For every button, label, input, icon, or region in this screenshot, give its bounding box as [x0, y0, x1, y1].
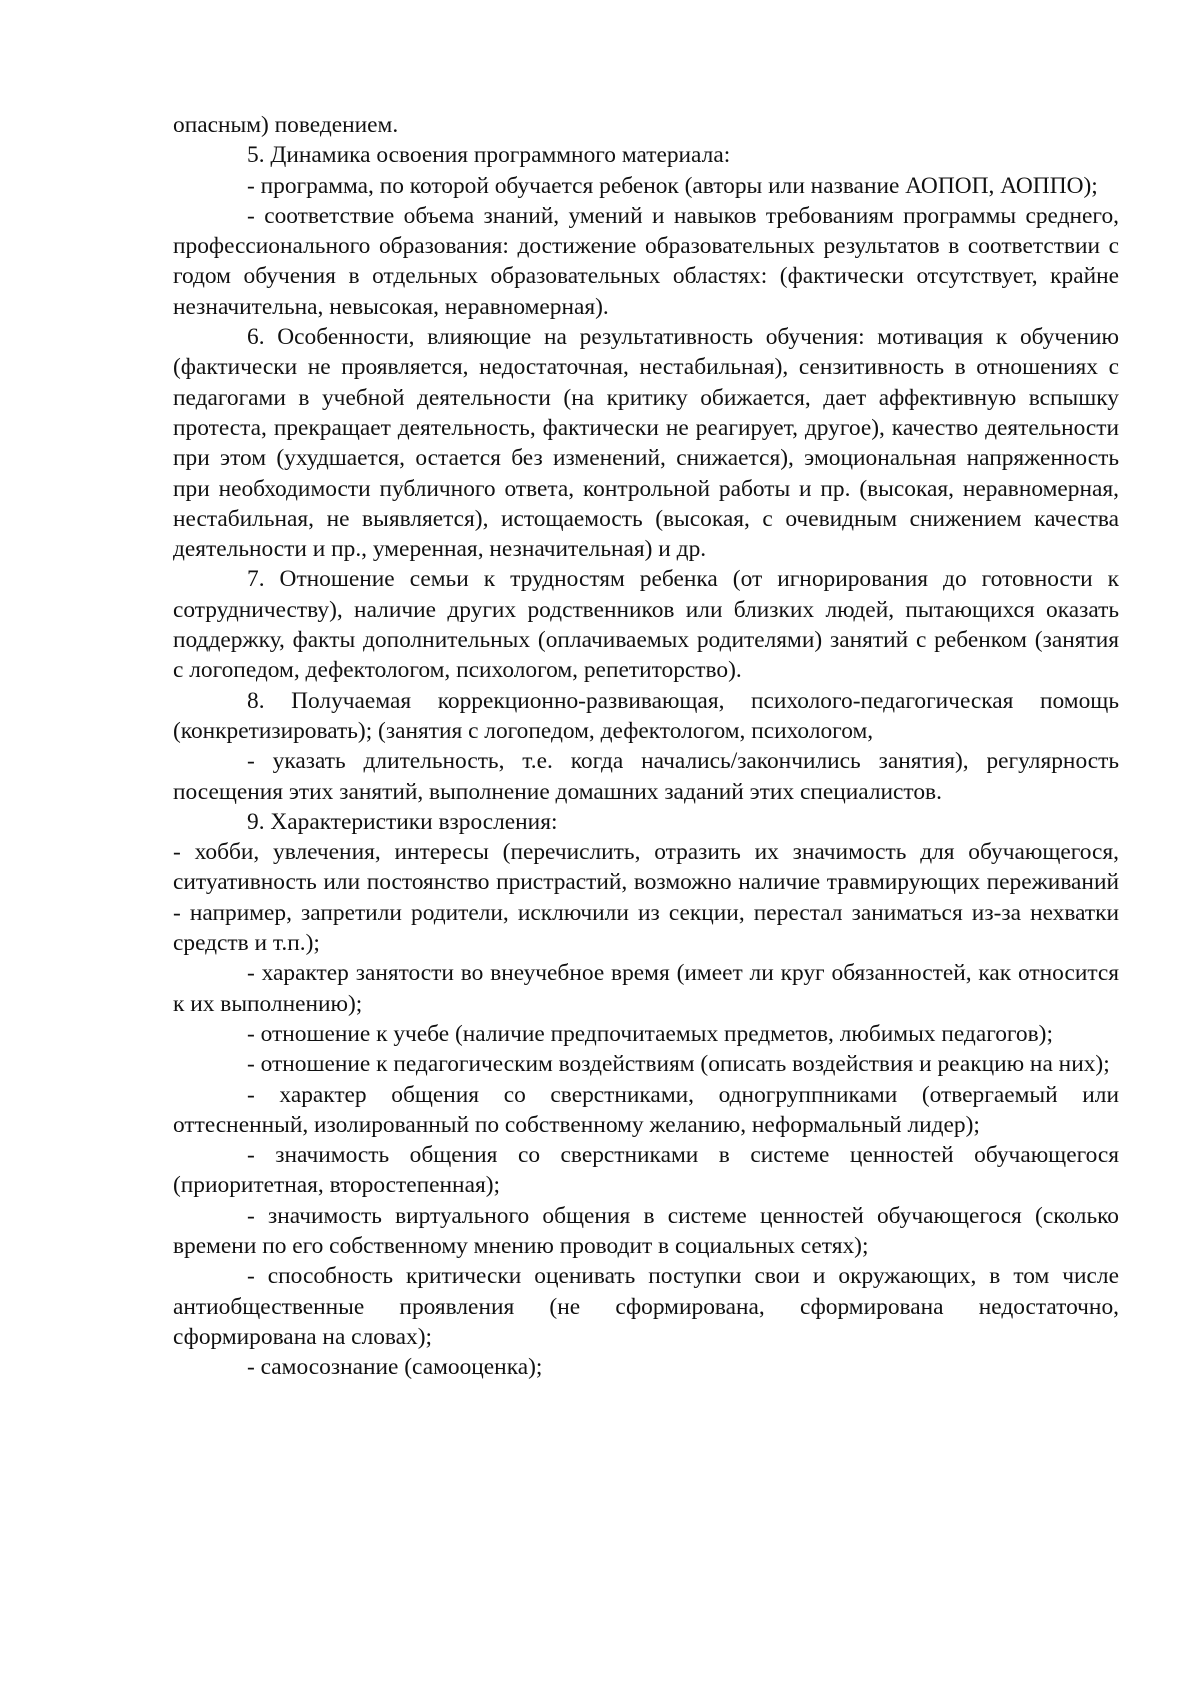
paragraph-item-6: 6. Особенности, влияющие на результативность обучения: мотивация к обучению (фактически не проявляется, недостаточная, нестабильная), сензитивность в отношениях с педагогами в учебной деятельности (на критику обижается, дает аффективную вспышку протеста, прекращает деятельность, фактически не реагирует, другое), качество деятельности при этом (ухудшается, остается без изменений, снижается), эмоциональная напряженность при необходимости публичного ответа, контрольной работы и пр. (высокая, неравномерная, нестабильная, не выявляется), истощаемость (высокая, с очевидным снижением качества деятельности и пр., умеренная, незначительная) и др.: [173, 324, 1119, 563]
paragraph-peer-communication: - характер общения со сверстниками, одногруппниками (отвергаемый или оттесненный, изолированный по собственному желанию, неформальный лидер);: [173, 1081, 1119, 1138]
paragraph-peer-significance: - значимость общения со сверстниками в системе ценностей обучающегося (приоритетная, второстепенная);: [173, 1142, 1119, 1199]
paragraph-pedagogical-influence: - отношение к педагогическим воздействиям (описать воздействия и реакцию на них);: [247, 1051, 1110, 1078]
paragraph-duration: - указать длительность, т.е. когда начались/закончились занятия), регулярность посещения этих занятий, выполнение домашних заданий этих специалистов.: [173, 748, 1119, 805]
paragraph-knowledge-volume: - соответствие объема знаний, умений и навыков требованиям программы среднего, профессионального образования: достижение образовательных результатов в соответствии с годом обучения в отдельных образовательных областях: (фактически отсутствует, крайне незначительна, невысокая, неравномерная).: [173, 202, 1119, 320]
paragraph-item-5-heading: 5. Динамика освоения программного материала:: [247, 142, 731, 169]
paragraph-item-7: 7. Отношение семьи к трудностям ребенка (от игнорирования до готовности к сотрудничеству), наличие других родственников или близких людей, пытающихся оказать поддержку, факты дополнительных (оплачиваемых родителями) занятий с ребенком (занятия с логопедом, дефектологом, психологом, репетиторство).: [173, 566, 1119, 684]
paragraph-virtual-communication: - значимость виртуального общения в системе ценностей обучающегося (сколько времени по его собственному мнению проводит в социальных сетях);: [173, 1202, 1119, 1259]
paragraph-item-9-heading: 9. Характеристики взросления:: [247, 808, 558, 835]
paragraph-critical-assessment: - способность критически оценивать поступки свои и окружающих, в том числе антиобщественные проявления (не сформирована, сформирована недостаточно, сформирована на словах);: [173, 1263, 1119, 1350]
paragraph-hobbies: - хобби, увлечения, интересы (перечислить, отразить их значимость для обучающегося, ситуативность или постоянство пристрастий, возможно наличие травмирующих переживаний - например, запретили родители, исключили из секции, перестал заниматься из-за нехватки средств и т.п.);: [173, 839, 1119, 957]
paragraph-item-8: 8. Получаемая коррекционно-развивающая, психолого-педагогическая помощь (конкретизировать); (занятия с логопедом, дефектологом, психологом,: [173, 687, 1119, 744]
paragraph-attitude-study: - отношение к учебе (наличие предпочитаемых предметов, любимых педагогов);: [247, 1020, 1053, 1047]
paragraph-extracurricular: - характер занятости во внеучебное время (имеет ли круг обязанностей, как относится к их выполнению);: [173, 960, 1119, 1017]
document-page: [173, 110, 1119, 1382]
paragraph-continuation: опасным) поведением.: [173, 112, 399, 138]
paragraph-program: - программа, по которой обучается ребенок (авторы или название АОПОП, АОППО);: [247, 172, 1098, 199]
paragraph-self-awareness: - самосознание (самооценка);: [247, 1354, 543, 1381]
